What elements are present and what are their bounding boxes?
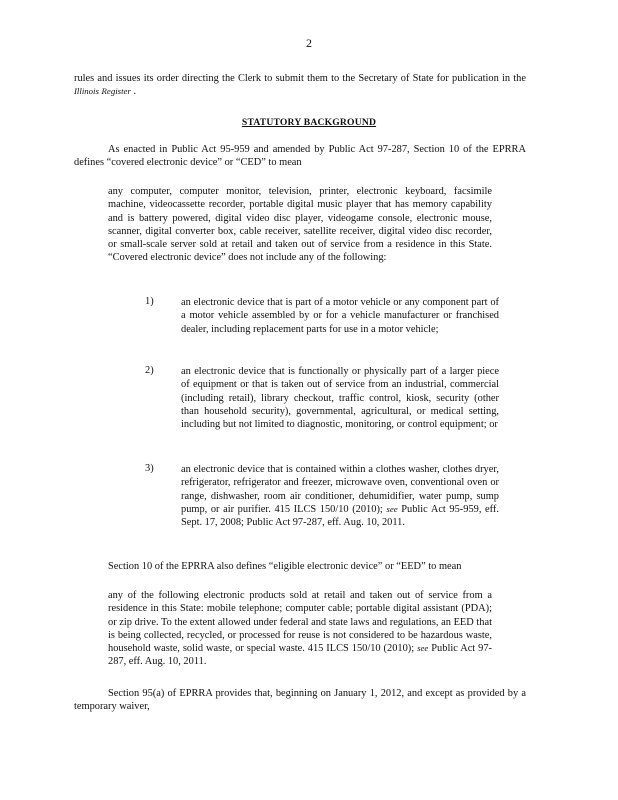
see-signal: see [417,643,429,654]
intro-text: rules and issues its order directing the Clerk to submit them to the Secretary of State for publication in the [74,73,526,84]
list-item-text: an electronic device that is contained within a clothes washer, clothes dryer, refrigerator, refrigerator and freezer, microwave oven, conventional oven or range, dishwasher, room air conditioner, dehumidifier, water pump, sump pump, or air purifier. 415 ILCS 150/10 (2010); see Public Act 95-959, eff. Sept. 17, 2008; Public Act 97-287, eff. Aug. 10, 2011. [181,464,499,529]
para-ced-definition [74,143,526,170]
journal-name-italic-2: Register [101,86,131,97]
list-item-number: 3) [145,463,154,474]
list-item-number: 2) [145,365,154,376]
page-number: 2 [306,36,312,50]
para-eed-definition [74,560,526,573]
see-signal: see [386,503,398,514]
para-section-95a [74,687,526,714]
list-item-text: an electronic device that is functionally or physically part of a larger piece of equipment or that is taken out of service from an industrial, commercial (including retail), library checkout, traffic control, kiosk, security (other than household security), governmental, agricultural, or medical setting, including but not limited to diagnostic, monitoring, or control equipment; or [181,366,499,431]
para-ced-text: As enacted in Public Act 95-959 and amended by Public Act 97-287, Section 10 of the EPRRA defines “covered electronic device” or “CED” to mean [74,144,526,169]
list-item-text: an electronic device that is part of a motor vehicle or any component part of a motor vehicle assembled by or for a vehicle manufacturer or franchised dealer, including replacement parts for use in a motor vehicle; [181,297,499,335]
intro-paragraph: rules and issues its order directing the Clerk to submit them to the Secretary of State for publication in the Illinois Register . [74,73,526,98]
quote-ced: any computer, computer monitor, television, printer, electronic keyboard, facsimile machine, videocassette recorder, portable digital music player that has memory capability and is battery powered, digital video disc player, videogame console, electronic mouse, scanner, digital converter box, cable receiver, satellite receiver, digital video disc recorder, or small-scale server sold at retail and taken out of service from a residence in this State. “Covered electronic device” does not include any of the following: [108,186,492,264]
para-eed-text: Section 10 of the EPRRA also defines “eligible electronic device” or “EED” to mean [108,561,462,572]
section-heading: STATUTORY BACKGROUND [241,117,377,128]
journal-name-italic: Illinois [74,86,99,97]
quote-eed: any of the following electronic products sold at retail and taken out of service from a residence in this State: mobile telephone; computer cable; portable digital assistant (PDA); or zip drive. To the extent allowed under federal and state laws and regulations, an EED that is being collected, recycled, or processed for reuse is not considered to be hazardous waste, household waste, solid waste, or special waste. 415 ILCS 150/10 (2010); see Public Act 97-287, eff. Aug. 10, 2011. [108,590,492,668]
list-item-number: 1) [145,296,154,307]
para-95a-text: Section 95(a) of EPRRA provides that, beginning on January 1, 2012, and except as provided by a temporary waiver, [74,688,526,713]
